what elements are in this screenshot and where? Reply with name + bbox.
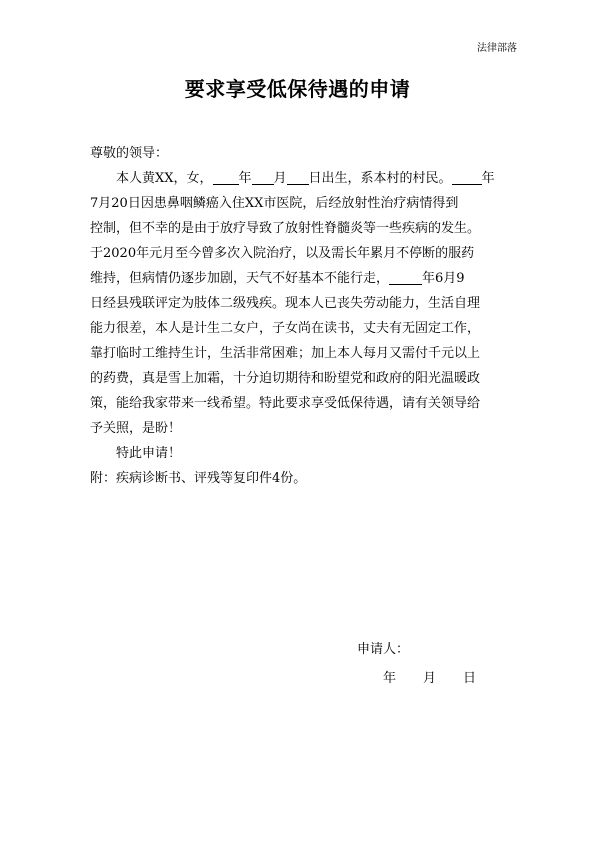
blank-year-field-2 [452, 169, 482, 185]
line-2: 7月20日因患鼻咽鳞癌入住XX市医院，后经放射性治疗病情得到 [90, 196, 459, 211]
line-5-text-a: 维持，但病情仍逐步加剧，天气不好基本不能行走， [90, 271, 390, 286]
attachment-note: 附：疾病诊断书、评残等复印件4份。 [90, 471, 307, 486]
blank-day-field [287, 169, 309, 185]
line-9: 的药费，真是雪上加霜，十分迫切期待和盼望党和政府的阳光温暖政 [90, 371, 481, 386]
paragraph-main [90, 166, 505, 441]
letter-body [90, 141, 505, 491]
line-1-text-e: 年 [481, 171, 495, 186]
line-6: 日经县残联评定为肢体二级残疾。现本人已丧失劳动能力，生活自理 [90, 296, 481, 311]
line-1 [90, 166, 505, 191]
line-4: 于2020年元月至今曾多次入院治疗，以及需长年累月不停断的服药 [90, 246, 475, 261]
date-day-label: 日 [463, 671, 477, 686]
line-8: 靠打临时工维持生计，生活非常困难；加上本人每月又需付千元以上 [90, 346, 481, 361]
line-5 [90, 266, 505, 291]
date-month-label: 月 [423, 671, 437, 686]
date-year-label: 年 [383, 671, 397, 686]
line-1-text-a: 本人黄XX，女， [116, 171, 213, 186]
line-11: 予关照，是盼！ [90, 421, 182, 436]
blank-year-field-3 [389, 269, 422, 285]
line-5-text-b: 年6月9 [422, 271, 465, 286]
date-line [383, 669, 476, 689]
line-1-text-d: 日出生，系本村的村民。 [308, 171, 452, 186]
line-7: 能力很差，本人是计生二女户，子女尚在读书，丈夫有无固定工作， [90, 321, 481, 336]
page-title: 要求享受低保待遇的申请 [184, 77, 411, 101]
salutation: 尊敬的领导： [90, 146, 169, 161]
line-10: 策，能给我家带来一线希望。特此要求享受低保待遇，请有关领导给 [90, 396, 481, 411]
line-1-text-c: 月 [273, 171, 287, 186]
signature-label: 申请人： [357, 642, 410, 657]
line-1-text-b: 年 [238, 171, 252, 186]
blank-year-field [213, 169, 239, 185]
header-tag: 法律部落 [477, 43, 517, 54]
closing-line: 特此申请！ [116, 446, 182, 461]
blank-month-field [252, 169, 274, 185]
line-3: 控制，但不幸的是由于放疗导致了放射性脊髓炎等一些疾病的发生。 [90, 221, 481, 236]
